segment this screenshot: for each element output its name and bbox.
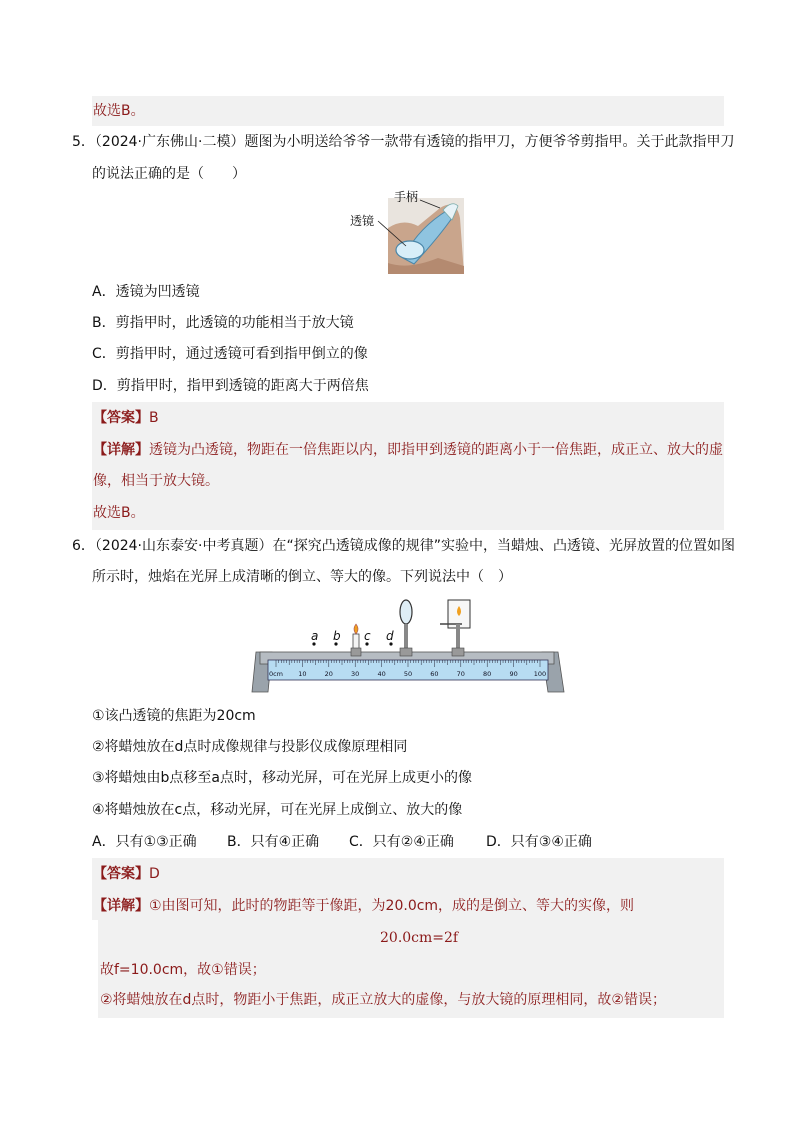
q6-stem-text: 在“探究凸透镜成像的规律”实验中，当蜡烛、凸透镜、光屏放置的位置如图: [272, 538, 735, 554]
q5-option-d: D．剪指甲时，指甲到透镜的距离大于两倍焦: [92, 378, 369, 394]
q6-answer-band: [92, 858, 724, 890]
q5-detail-label: 【详解】: [93, 442, 149, 458]
ruler-tick-label: 20: [324, 670, 333, 678]
q6-statement-1: ①该凸透镜的焦距为20cm: [92, 708, 256, 724]
q5-answer-band: [92, 402, 724, 530]
q5-answer-value: B: [149, 410, 159, 426]
q6-statement-4: ④将蜡烛放在c点，移动光屏，可在光屏上成倒立、放大的像: [92, 802, 463, 818]
q6-detail-formula: 20.0cm=2f: [380, 930, 459, 946]
q6-optical-bench-figure: [250, 596, 566, 694]
q6-detail-line3: 故f=10.0cm，故①错误；: [100, 962, 266, 978]
optical-bench-svg: [250, 596, 566, 694]
previous-conclusion-band: [92, 96, 724, 126]
point-c: c: [364, 629, 371, 643]
point-a: a: [311, 629, 319, 643]
q6-choice-d: D．只有③④正确: [486, 834, 592, 850]
q5-answer-label: 【答案】: [93, 410, 149, 426]
q6-detail-label: 【详解】: [93, 898, 149, 914]
ruler-tick-label: 100: [533, 670, 547, 678]
ruler-tick-label: 60: [430, 670, 439, 678]
q6-source: （2024·山东泰安·中考真题）: [94, 538, 273, 554]
point-d: d: [386, 629, 394, 643]
q5-option-b: B．剪指甲时，此透镜的功能相当于放大镜: [92, 315, 354, 331]
q6-stem-line2: 所示时，烛焰在光屏上成清晰的倒立、等大的像。下列说法中（ ）: [92, 569, 512, 585]
ruler-tick-label: 10: [298, 670, 307, 678]
ruler-tick-label: 90: [509, 670, 518, 678]
ruler-tick-label: 70: [456, 670, 465, 678]
ruler-tick-label: 30: [351, 670, 360, 678]
q5-stem-line1: [72, 132, 734, 152]
q5-source: （2024·广东佛山·二模）: [94, 134, 245, 150]
q6-detail-line1: [93, 896, 634, 916]
q5-answer: [93, 408, 159, 428]
q6-statement-3: ③将蜡烛由b点移至a点时，移动光屏，可在光屏上成更小的像: [92, 770, 473, 786]
q5-figure: [348, 188, 466, 274]
q5-option-a: A．透镜为凹透镜: [92, 284, 200, 300]
q6-number: 6．: [72, 538, 95, 554]
q5-stem-text: 题图为小明送给爷爷一款带有透镜的指甲刀，方便爷爷剪指甲。关于此款指甲刀: [244, 134, 735, 150]
q5-detail-text1: 透镜为凸透镜，物距在一倍焦距以内，即指甲到透镜的距离小于一倍焦距，成正立、放大的虚: [149, 442, 723, 458]
q6-detail-text1: ①由图可知，此时的物距等于像距，为20.0cm，成的是倒立、等大的实像，则: [149, 898, 635, 914]
point-b: b: [333, 629, 341, 643]
q6-choice-a: A．只有①③正确: [92, 834, 197, 850]
label-handle: 手柄: [394, 190, 419, 204]
q6-choice-b: B．只有④正确: [227, 834, 320, 850]
q5-option-c: C．剪指甲时，通过透镜可看到指甲倒立的像: [92, 346, 368, 362]
q5-stem-line2: 的说法正确的是（ ）: [92, 166, 246, 182]
previous-conclusion: 故选B。: [93, 103, 145, 119]
nail-clipper-illustration: [348, 188, 466, 274]
q5-number: 5．: [72, 134, 95, 150]
ruler-tick-label: 0cm: [268, 670, 284, 678]
q5-detail-line2: 像，相当于放大镜。: [93, 473, 219, 489]
q6-answer-value: D: [149, 866, 160, 882]
ruler-tick-label: 40: [377, 670, 386, 678]
ruler-tick-label: 50: [403, 670, 413, 678]
q5-detail-line1: [93, 440, 723, 460]
q6-choice-c: C．只有②④正确: [349, 834, 454, 850]
label-lens: 透镜: [350, 214, 375, 228]
q6-answer-label: 【答案】: [93, 866, 149, 882]
ruler-tick-label: 80: [483, 670, 492, 678]
q5-conclusion: 故选B。: [93, 505, 145, 521]
q6-stem-line1: [72, 536, 735, 556]
q6-answer: [93, 864, 160, 884]
q6-detail-line4: ②将蜡烛放在d点时，物距小于焦距，成正立放大的虚像，与放大镜的原理相同，故②错误；: [100, 992, 666, 1008]
q6-statement-2: ②将蜡烛放在d点时成像规律与投影仪成像原理相同: [92, 739, 408, 755]
